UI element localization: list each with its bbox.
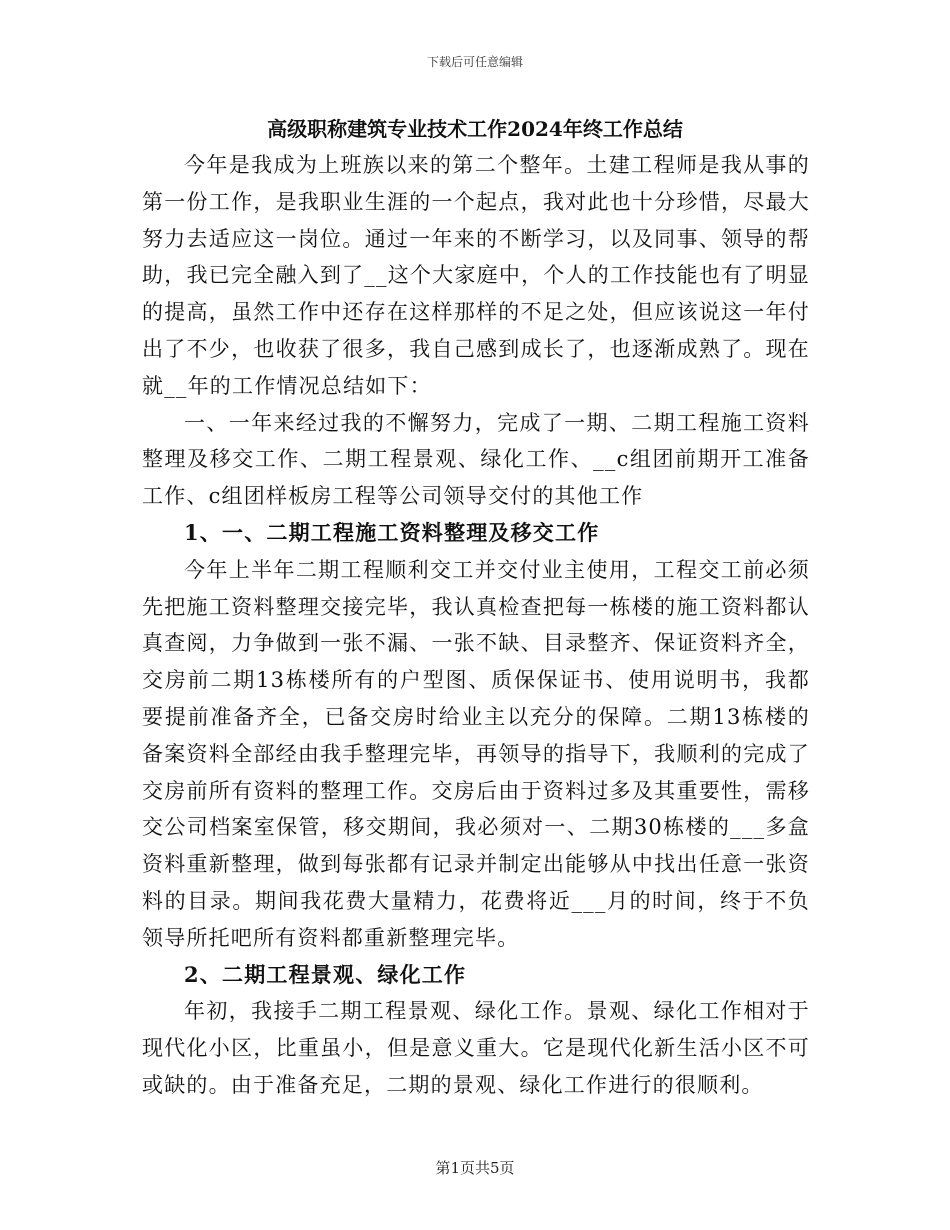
section-heading-1: 1、一、二期工程施工资料整理及移交工作 xyxy=(184,519,600,545)
summary-paragraph: 一、一年来经过我的不懈努力，完成了一期、二期工程施工资料整理及移交工作、二期工程景观、绿化工作、__c组团前期开工准备工作、c组团样板房工程等公司领导交付的其他工作 xyxy=(142,410,810,509)
document-body xyxy=(142,147,810,1104)
page-number-footer: 第1页共5页 xyxy=(435,1159,515,1177)
section-heading-2: 2、二期工程景观、绿化工作 xyxy=(184,961,467,987)
page-header-note: 下载后可任意编辑 xyxy=(426,55,523,69)
section-2-paragraph: 年初，我接手二期工程景观、绿化工作。景观、绿化工作相对于现代化小区，比重虽小，但是意义重大。它是现代化新生活小区不可或缺的。由于准备充足，二期的景观、绿化工作进行的很顺利。 xyxy=(142,999,810,1097)
intro-paragraph: 今年是我成为上班族以来的第二个整年。土建工程师是我从事的第一份工作，是我职业生涯的一个起点，我对此也十分珍惜，尽最大努力去适应这一岗位。通过一年来的不断学习，以及同事、领导的帮助，我已完全融入到了__这个大家庭中，个人的工作技能也有了明显的提高，虽然工作中还存在这样那样的不足之处，但应该说这一年付出了不少，也收获了很多，我自己感到成长了，也逐渐成熟了。现在就__年的工作情况总结如下： xyxy=(142,153,810,398)
document-title: 高级职称建筑专业技术工作2024年终工作总结 xyxy=(267,117,683,141)
section-1-paragraph: 今年上半年二期工程顺利交工并交付业主使用，工程交工前必须先把施工资料整理交接完毕，我认真检查把每一栋楼的施工资料都认真查阅，力争做到一张不漏、一张不缺、目录整齐、保证资料齐全，交房前二期13栋楼所有的户型图、质保保证书、使用说明书，我都要提前准备齐全，已备交房时给业主以充分的保障。二期13栋楼的备案资料全部经由我手整理完毕，再领导的指导下，我顺利的完成了交房前所有资料的整理工作。交房后由于资料过多及其重要性，需移交公司档案室保管，移交期间，我必须对一、二期30栋楼的___多盒资料重新整理，做到每张都有记录并制定出能够从中找出任意一张资料的目录。期间我花费大量精力，花费将近___月的时间，终于不负领导所托吧所有资料都重新整理完毕。 xyxy=(142,557,810,950)
